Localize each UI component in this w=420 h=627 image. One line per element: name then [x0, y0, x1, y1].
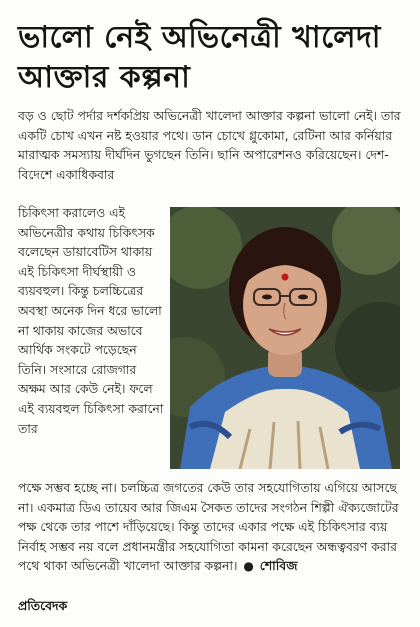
- byline: প্রতিবেদক: [18, 598, 68, 613]
- bindi: [282, 274, 289, 281]
- portrait-photo: [170, 207, 400, 469]
- byline-desk: শোবিজ: [259, 558, 298, 574]
- headline-line-2: আক্তার কল্পনা: [18, 60, 191, 95]
- closing-text: পক্ষে সম্ভব হচ্ছে না। চলচ্চিত্র জগতের কেউ তার সহযোগিতায় এগিয়ে আসছে না। একমাত্র ডিএ তায়েব আর জিএম সৈকত তাদের সংগঠন শিল্পী ঐক্যজোটের পক্ষ থেকে তার পাশে দাঁড়িয়েছে। কিন্তু তাদের একার পক্ষে এই চিকিৎসার ব্যয় নির্বাহ সম্ভব নয় বলে প্রধানমন্ত্রীর সহযোগিতা কামনা করেছেন অন্ধত্ববরণ করার পথে থাকা অভিনেত্রী খালেদা আক্তার কল্পনা।: [18, 480, 399, 574]
- intro-paragraph: বড় ও ছোট পর্দার দর্শকপ্রিয় অভিনেত্রী খালেদা আক্তার কল্পনা ভালো নেই। তার একটি চোখ এখন নষ্ট হওয়ার পথে। ডান চোখে গ্লুকোমা, রেটিনা আর কর্নিয়ার মারাত্মক সমস্যায় দীর্ঘদিন ভুগছেন তিনি। ছানি অপারেশনও করিয়েছেন। দেশ-বিদেশে একাধিকবার: [18, 108, 401, 182]
- left-eye: [262, 295, 272, 300]
- closing-paragraph: [18, 478, 410, 577]
- headline-line-1: ভালো নেই অভিনেত্রী খালেদা: [18, 20, 381, 55]
- right-eye: [298, 295, 308, 300]
- portrait-illustration: [170, 207, 400, 469]
- narrow-column-paragraph: চিকিৎসা করালেও এই অভিনেত্রীর কথায় চিকিৎসক বলেছেন ডায়াবেটিস থাকায় এই চিকিৎসা দীর্ঘস্থায়ী ও ব্যয়বহুল। কিন্তু চলচ্চিত্রের অবস্থা অনেক দিন ধরে ভালো না থাকায় কাজের অভাবে আর্থিক সংকটে পড়েছেন তিনি। সংসারে রোজগার অক্ষম আর কেউ নেই। ফলে এই ব্যয়বহুল চিকিৎসা করানো তার: [18, 205, 164, 436]
- bullet-icon: ●: [243, 559, 254, 574]
- headline: [18, 18, 408, 98]
